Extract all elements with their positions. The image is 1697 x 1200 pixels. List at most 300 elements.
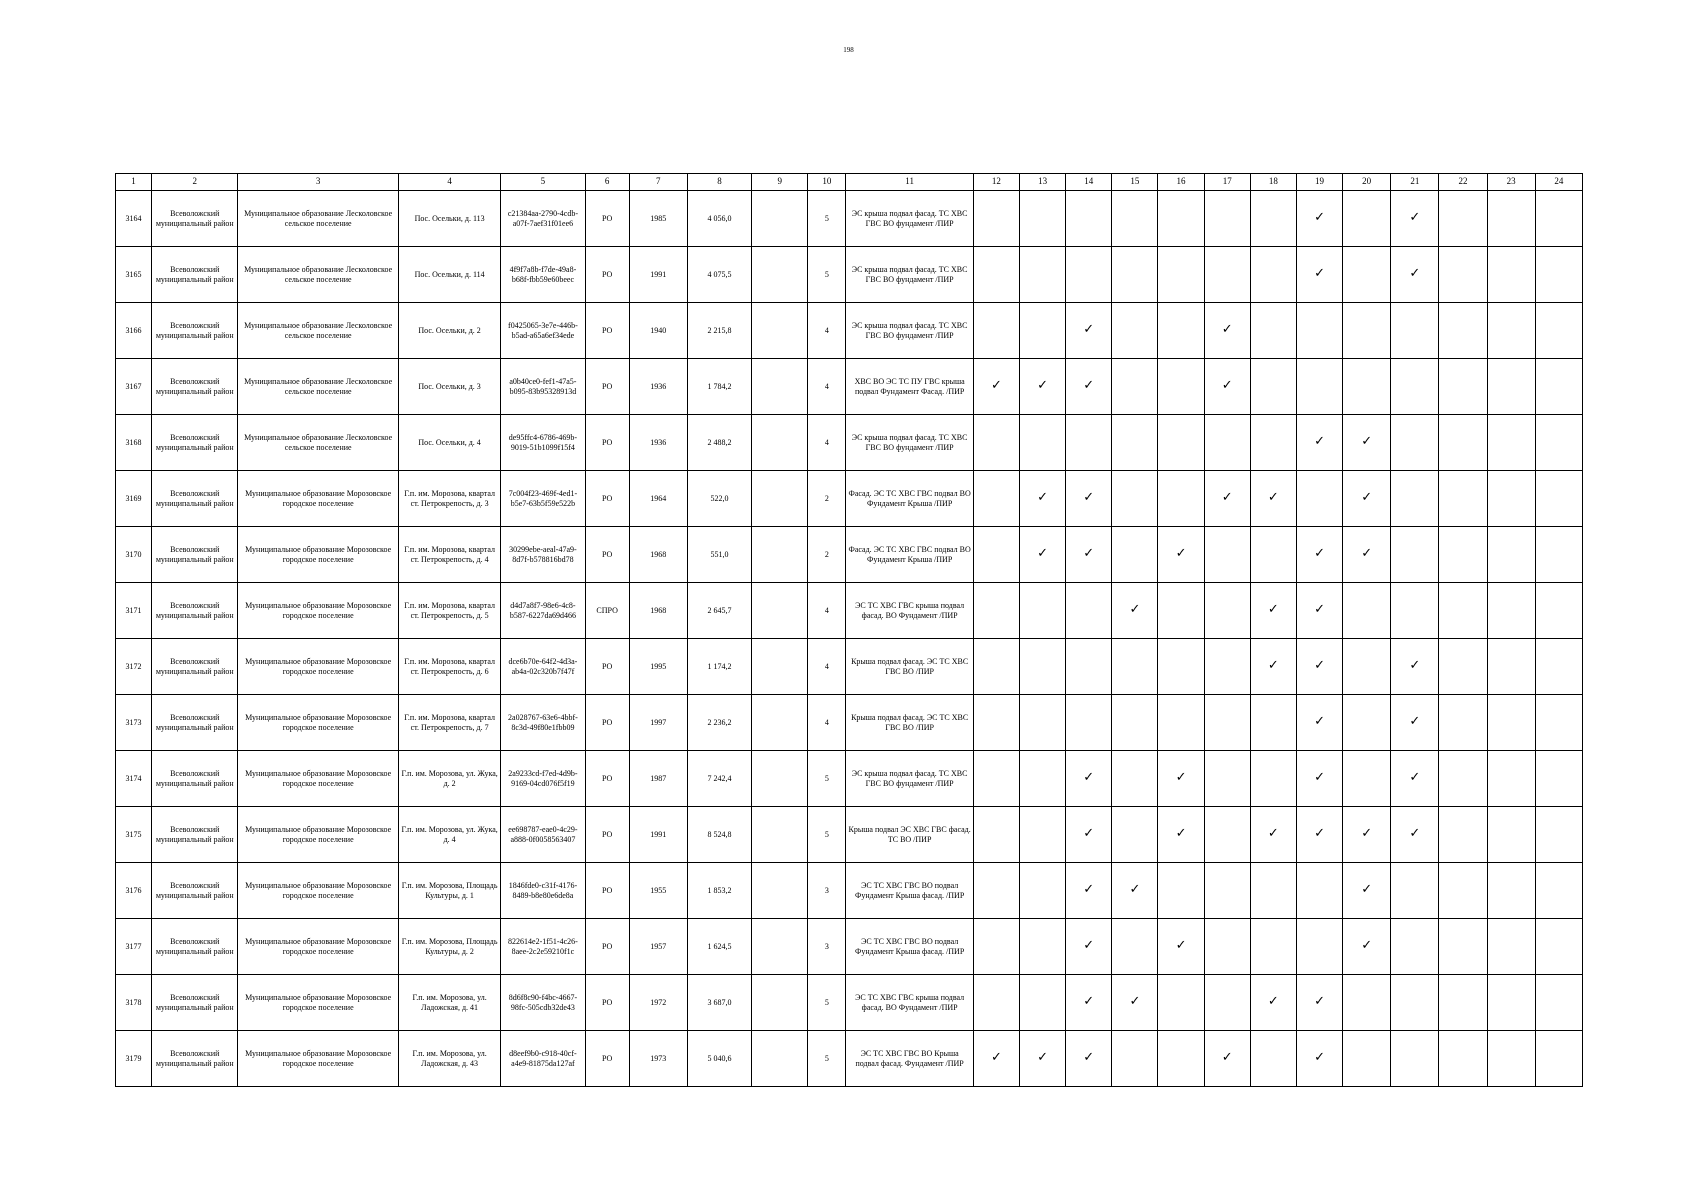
check-cell-col-23: [1487, 863, 1535, 919]
check-cell-col-22: [1439, 751, 1487, 807]
check-cell-col-17: [1204, 919, 1250, 975]
check-cell-col-16: [1158, 807, 1204, 863]
area-cell: 5 040,6: [687, 1031, 751, 1087]
check-cell-col-24: [1535, 639, 1582, 695]
check-cell-col-15: [1112, 191, 1158, 247]
column-header-22: 22: [1439, 174, 1487, 191]
check-cell-col-23: [1487, 751, 1535, 807]
address-cell: Г.п. им. Морозова, ул. Жука, д. 4: [398, 807, 500, 863]
check-cell-col-15: [1112, 1031, 1158, 1087]
address-cell: Пос. Осельки, д. 2: [398, 303, 500, 359]
column-9-cell: [752, 639, 808, 695]
floors-cell: 5: [808, 191, 846, 247]
column-header-6: 6: [585, 174, 629, 191]
municipality-cell: Муниципальное образование Лесколовское сельское поселение: [238, 191, 399, 247]
guid-cell: ee698787-eae0-4c29-a888-0f0058563407: [501, 807, 585, 863]
check-cell-col-18: [1250, 751, 1296, 807]
check-cell-col-24: [1535, 471, 1582, 527]
check-cell-col-19: [1296, 639, 1342, 695]
check-cell-col-22: [1439, 415, 1487, 471]
check-cell-col-13: [1020, 191, 1066, 247]
year-cell: 1968: [629, 583, 687, 639]
check-cell-col-16: [1158, 415, 1204, 471]
check-cell-col-22: [1439, 975, 1487, 1031]
district-cell: Всеволожский муниципальный район: [152, 303, 238, 359]
check-cell-col-15: [1112, 359, 1158, 415]
district-cell: Всеволожский муниципальный район: [152, 919, 238, 975]
check-cell-col-16: [1158, 919, 1204, 975]
check-mark-icon: ✓: [1083, 378, 1095, 394]
check-cell-col-20: [1343, 471, 1391, 527]
check-cell-col-18: [1250, 415, 1296, 471]
column-header-10: 10: [808, 174, 846, 191]
guid-cell: d8eef9b0-c918-40cf-a4e9-81875da127af: [501, 1031, 585, 1087]
municipality-cell: Муниципальное образование Лесколовское сельское поселение: [238, 303, 399, 359]
check-cell-col-13: [1020, 415, 1066, 471]
type-cell: РО: [585, 863, 629, 919]
check-mark-icon: ✓: [1409, 770, 1421, 786]
address-cell: Г.п. им. Морозова, ул. Ладожская, д. 41: [398, 975, 500, 1031]
municipality-cell: Муниципальное образование Морозовское городское поселение: [238, 751, 399, 807]
type-cell: СПРО: [585, 583, 629, 639]
check-cell-col-13: [1020, 583, 1066, 639]
check-cell-col-18: [1250, 527, 1296, 583]
check-cell-col-22: [1439, 919, 1487, 975]
check-cell-col-19: [1296, 191, 1342, 247]
check-cell-col-16: [1158, 751, 1204, 807]
works-cell: ЭС крыша подвал фасад. ТС ХВС ГВС ВО фундамент /ПИР: [846, 191, 973, 247]
check-mark-icon: ✓: [1409, 826, 1421, 842]
district-cell: Всеволожский муниципальный район: [152, 527, 238, 583]
check-cell-col-15: [1112, 415, 1158, 471]
check-mark-icon: ✓: [1083, 490, 1095, 506]
table-row: [116, 1031, 1583, 1087]
area-cell: 1 784,2: [687, 359, 751, 415]
works-cell: Крыша подвал фасад. ЭС ТС ХВС ГВС ВО /ПИР: [846, 639, 973, 695]
check-cell-col-23: [1487, 415, 1535, 471]
check-cell-col-21: [1391, 415, 1439, 471]
row-number: 3173: [116, 695, 152, 751]
column-9-cell: [752, 1031, 808, 1087]
check-cell-col-22: [1439, 863, 1487, 919]
check-cell-col-19: [1296, 471, 1342, 527]
type-cell: РО: [585, 1031, 629, 1087]
check-cell-col-18: [1250, 359, 1296, 415]
check-cell-col-14: [1066, 303, 1112, 359]
check-cell-col-14: [1066, 1031, 1112, 1087]
area-cell: 7 242,4: [687, 751, 751, 807]
floors-cell: 5: [808, 1031, 846, 1087]
check-mark-icon: ✓: [1129, 602, 1141, 618]
check-cell-col-17: [1204, 695, 1250, 751]
check-cell-col-14: [1066, 359, 1112, 415]
type-cell: РО: [585, 303, 629, 359]
check-cell-col-18: [1250, 863, 1296, 919]
check-cell-col-18: [1250, 471, 1296, 527]
check-cell-col-22: [1439, 807, 1487, 863]
floors-cell: 5: [808, 751, 846, 807]
table-row: [116, 191, 1583, 247]
floors-cell: 2: [808, 471, 846, 527]
check-cell-col-12: [973, 527, 1019, 583]
floors-cell: 4: [808, 415, 846, 471]
check-cell-col-21: [1391, 359, 1439, 415]
column-9-cell: [752, 359, 808, 415]
check-mark-icon: ✓: [1175, 826, 1187, 842]
check-cell-col-16: [1158, 583, 1204, 639]
check-cell-col-17: [1204, 303, 1250, 359]
check-cell-col-20: [1343, 695, 1391, 751]
address-cell: Г.п. им. Морозова, квартал ст. Петрокрепость, д. 5: [398, 583, 500, 639]
check-cell-col-12: [973, 471, 1019, 527]
check-cell-col-17: [1204, 247, 1250, 303]
guid-cell: 1846fde0-c31f-4176-8489-b8e80e6de8a: [501, 863, 585, 919]
municipality-cell: Муниципальное образование Морозовское городское поселение: [238, 863, 399, 919]
header-row: [116, 174, 1583, 191]
address-cell: Пос. Осельки, д. 114: [398, 247, 500, 303]
municipality-cell: Муниципальное образование Морозовское городское поселение: [238, 471, 399, 527]
table-row: [116, 639, 1583, 695]
check-cell-col-20: [1343, 303, 1391, 359]
check-mark-icon: ✓: [1409, 714, 1421, 730]
year-cell: 1987: [629, 751, 687, 807]
check-cell-col-14: [1066, 975, 1112, 1031]
district-cell: Всеволожский муниципальный район: [152, 639, 238, 695]
check-cell-col-14: [1066, 695, 1112, 751]
district-cell: Всеволожский муниципальный район: [152, 751, 238, 807]
check-cell-col-12: [973, 639, 1019, 695]
check-mark-icon: ✓: [1221, 378, 1233, 394]
check-mark-icon: ✓: [1314, 658, 1325, 674]
check-mark-icon: ✓: [1221, 322, 1233, 338]
check-cell-col-17: [1204, 415, 1250, 471]
floors-cell: 5: [808, 247, 846, 303]
check-cell-col-20: [1343, 527, 1391, 583]
check-cell-col-13: [1020, 751, 1066, 807]
column-9-cell: [752, 471, 808, 527]
district-cell: Всеволожский муниципальный район: [152, 975, 238, 1031]
check-cell-col-12: [973, 415, 1019, 471]
address-cell: Г.п. им. Морозова, квартал ст. Петрокрепость, д. 7: [398, 695, 500, 751]
year-cell: 1957: [629, 919, 687, 975]
check-cell-col-24: [1535, 359, 1582, 415]
check-cell-col-20: [1343, 1031, 1391, 1087]
guid-cell: 30299ebe-aeal-47a9-8d7f-b578816bd78: [501, 527, 585, 583]
guid-cell: 4f9f7a8b-f7de-49a8-b68f-fbb59e60beec: [501, 247, 585, 303]
check-cell-col-14: [1066, 527, 1112, 583]
check-cell-col-22: [1439, 527, 1487, 583]
check-cell-col-22: [1439, 639, 1487, 695]
check-cell-col-19: [1296, 527, 1342, 583]
check-mark-icon: ✓: [1314, 770, 1325, 786]
check-cell-col-16: [1158, 247, 1204, 303]
column-header-15: 15: [1112, 174, 1158, 191]
table-row: [116, 975, 1583, 1031]
check-mark-icon: ✓: [1083, 322, 1095, 338]
check-cell-col-23: [1487, 583, 1535, 639]
check-mark-icon: ✓: [1037, 378, 1049, 394]
floors-cell: 3: [808, 863, 846, 919]
check-cell-col-18: [1250, 583, 1296, 639]
check-cell-col-20: [1343, 191, 1391, 247]
check-cell-col-13: [1020, 303, 1066, 359]
check-cell-col-17: [1204, 975, 1250, 1031]
check-cell-col-23: [1487, 1031, 1535, 1087]
address-cell: Г.п. им. Морозова, ул. Ладожская, д. 43: [398, 1031, 500, 1087]
district-cell: Всеволожский муниципальный район: [152, 191, 238, 247]
type-cell: РО: [585, 359, 629, 415]
check-cell-col-19: [1296, 807, 1342, 863]
check-mark-icon: ✓: [1314, 546, 1325, 562]
column-9-cell: [752, 919, 808, 975]
guid-cell: 2a028767-63e6-4bbf-8c3d-49f80e1fbb09: [501, 695, 585, 751]
check-mark-icon: ✓: [1314, 602, 1325, 618]
works-cell: ЭС крыша подвал фасад. ТС ХВС ГВС ВО фундамент /ПИР: [846, 751, 973, 807]
municipality-cell: Муниципальное образование Морозовское городское поселение: [238, 583, 399, 639]
check-cell-col-21: [1391, 751, 1439, 807]
check-cell-col-22: [1439, 303, 1487, 359]
year-cell: 1985: [629, 191, 687, 247]
check-cell-col-14: [1066, 415, 1112, 471]
check-cell-col-18: [1250, 191, 1296, 247]
column-header-13: 13: [1020, 174, 1066, 191]
check-cell-col-14: [1066, 583, 1112, 639]
area-cell: 2 236,2: [687, 695, 751, 751]
check-mark-icon: ✓: [1083, 938, 1095, 954]
check-cell-col-17: [1204, 471, 1250, 527]
floors-cell: 4: [808, 359, 846, 415]
table-row: [116, 863, 1583, 919]
floors-cell: 5: [808, 975, 846, 1031]
address-cell: Г.п. им. Морозова, Площадь Культуры, д. 1: [398, 863, 500, 919]
area-cell: 522,0: [687, 471, 751, 527]
check-cell-col-23: [1487, 919, 1535, 975]
check-cell-col-21: [1391, 919, 1439, 975]
district-cell: Всеволожский муниципальный район: [152, 695, 238, 751]
check-cell-col-19: [1296, 863, 1342, 919]
column-header-4: 4: [398, 174, 500, 191]
check-cell-col-21: [1391, 191, 1439, 247]
column-header-11: 11: [846, 174, 973, 191]
check-cell-col-24: [1535, 695, 1582, 751]
type-cell: РО: [585, 191, 629, 247]
check-mark-icon: ✓: [1083, 826, 1095, 842]
check-cell-col-14: [1066, 919, 1112, 975]
check-cell-col-20: [1343, 807, 1391, 863]
district-cell: Всеволожский муниципальный район: [152, 1031, 238, 1087]
check-cell-col-17: [1204, 583, 1250, 639]
check-mark-icon: ✓: [990, 1050, 1002, 1066]
municipality-cell: Муниципальное образование Морозовское городское поселение: [238, 639, 399, 695]
guid-cell: 822614e2-1f51-4c26-8aee-2c2e59210f1c: [501, 919, 585, 975]
check-cell-col-16: [1158, 863, 1204, 919]
check-cell-col-22: [1439, 191, 1487, 247]
row-number: 3176: [116, 863, 152, 919]
works-cell: ЭС крыша подвал фасад. ТС ХВС ГВС ВО фундамент /ПИР: [846, 415, 973, 471]
check-cell-col-17: [1204, 527, 1250, 583]
check-cell-col-21: [1391, 303, 1439, 359]
check-cell-col-19: [1296, 415, 1342, 471]
year-cell: 1955: [629, 863, 687, 919]
check-cell-col-20: [1343, 247, 1391, 303]
check-mark-icon: ✓: [1267, 826, 1279, 842]
check-cell-col-12: [973, 695, 1019, 751]
works-cell: ЭС крыша подвал фасад. ТС ХВС ГВС ВО фундамент /ПИР: [846, 247, 973, 303]
check-cell-col-15: [1112, 639, 1158, 695]
row-number: 3177: [116, 919, 152, 975]
check-cell-col-24: [1535, 863, 1582, 919]
table-row: [116, 415, 1583, 471]
type-cell: РО: [585, 919, 629, 975]
column-9-cell: [752, 415, 808, 471]
type-cell: РО: [585, 247, 629, 303]
check-cell-col-19: [1296, 1031, 1342, 1087]
check-cell-col-12: [973, 303, 1019, 359]
column-header-24: 24: [1535, 174, 1582, 191]
check-cell-col-13: [1020, 975, 1066, 1031]
check-cell-col-16: [1158, 359, 1204, 415]
row-number: 3171: [116, 583, 152, 639]
check-cell-col-22: [1439, 471, 1487, 527]
municipality-cell: Муниципальное образование Лесколовское сельское поселение: [238, 247, 399, 303]
column-header-23: 23: [1487, 174, 1535, 191]
guid-cell: de95ffc4-6786-469b-9019-51b1099f15f4: [501, 415, 585, 471]
column-header-21: 21: [1391, 174, 1439, 191]
year-cell: 1968: [629, 527, 687, 583]
row-number: 3165: [116, 247, 152, 303]
column-header-2: 2: [152, 174, 238, 191]
check-mark-icon: ✓: [1083, 882, 1095, 898]
check-cell-col-23: [1487, 975, 1535, 1031]
works-cell: ЭС ТС ХВС ГВС ВО подвал Фундамент Крыша фасад. /ПИР: [846, 863, 973, 919]
check-cell-col-20: [1343, 415, 1391, 471]
check-cell-col-24: [1535, 919, 1582, 975]
row-number: 3178: [116, 975, 152, 1031]
check-mark-icon: ✓: [1314, 714, 1325, 730]
table-row: [116, 751, 1583, 807]
check-cell-col-21: [1391, 527, 1439, 583]
table-row: [116, 695, 1583, 751]
check-cell-col-16: [1158, 191, 1204, 247]
year-cell: 1995: [629, 639, 687, 695]
check-cell-col-21: [1391, 1031, 1439, 1087]
check-cell-col-12: [973, 975, 1019, 1031]
column-header-20: 20: [1343, 174, 1391, 191]
column-9-cell: [752, 863, 808, 919]
check-mark-icon: ✓: [1361, 826, 1373, 842]
works-cell: Крыша подвал ЭС ХВС ГВС фасад. ТС ВО /ПИР: [846, 807, 973, 863]
column-header-18: 18: [1250, 174, 1296, 191]
column-header-8: 8: [687, 174, 751, 191]
check-cell-col-16: [1158, 527, 1204, 583]
area-cell: 2 215,8: [687, 303, 751, 359]
year-cell: 1997: [629, 695, 687, 751]
row-number: 3169: [116, 471, 152, 527]
check-cell-col-24: [1535, 807, 1582, 863]
address-cell: Пос. Осельки, д. 4: [398, 415, 500, 471]
column-9-cell: [752, 751, 808, 807]
check-cell-col-16: [1158, 1031, 1204, 1087]
column-9-cell: [752, 191, 808, 247]
check-cell-col-21: [1391, 639, 1439, 695]
column-header-9: 9: [752, 174, 808, 191]
check-cell-col-13: [1020, 471, 1066, 527]
check-cell-col-16: [1158, 471, 1204, 527]
check-cell-col-23: [1487, 695, 1535, 751]
check-cell-col-24: [1535, 415, 1582, 471]
check-cell-col-12: [973, 807, 1019, 863]
column-header-7: 7: [629, 174, 687, 191]
check-cell-col-17: [1204, 191, 1250, 247]
column-header-5: 5: [501, 174, 585, 191]
check-cell-col-15: [1112, 863, 1158, 919]
municipality-cell: Муниципальное образование Морозовское городское поселение: [238, 527, 399, 583]
year-cell: 1972: [629, 975, 687, 1031]
check-cell-col-23: [1487, 247, 1535, 303]
column-9-cell: [752, 247, 808, 303]
area-cell: 4 075,5: [687, 247, 751, 303]
column-9-cell: [752, 583, 808, 639]
type-cell: РО: [585, 415, 629, 471]
floors-cell: 5: [808, 807, 846, 863]
check-cell-col-15: [1112, 695, 1158, 751]
district-cell: Всеволожский муниципальный район: [152, 247, 238, 303]
floors-cell: 4: [808, 303, 846, 359]
year-cell: 1973: [629, 1031, 687, 1087]
district-cell: Всеволожский муниципальный район: [152, 583, 238, 639]
check-mark-icon: ✓: [1175, 546, 1187, 562]
table-row: [116, 807, 1583, 863]
row-number: 3172: [116, 639, 152, 695]
check-cell-col-24: [1535, 751, 1582, 807]
check-cell-col-15: [1112, 919, 1158, 975]
area-cell: 2 488,2: [687, 415, 751, 471]
check-cell-col-12: [973, 1031, 1019, 1087]
year-cell: 1940: [629, 303, 687, 359]
check-cell-col-24: [1535, 527, 1582, 583]
check-cell-col-21: [1391, 975, 1439, 1031]
check-mark-icon: ✓: [1129, 994, 1141, 1010]
check-cell-col-23: [1487, 191, 1535, 247]
check-cell-col-15: [1112, 303, 1158, 359]
area-cell: 1 174,2: [687, 639, 751, 695]
area-cell: 8 524,8: [687, 807, 751, 863]
check-cell-col-15: [1112, 751, 1158, 807]
check-cell-col-24: [1535, 583, 1582, 639]
check-mark-icon: ✓: [1314, 994, 1325, 1010]
check-cell-col-12: [973, 863, 1019, 919]
address-cell: Пос. Осельки, д. 3: [398, 359, 500, 415]
check-mark-icon: ✓: [1361, 938, 1373, 954]
floors-cell: 2: [808, 527, 846, 583]
column-9-cell: [752, 303, 808, 359]
check-cell-col-19: [1296, 919, 1342, 975]
check-cell-col-24: [1535, 247, 1582, 303]
check-cell-col-13: [1020, 527, 1066, 583]
check-cell-col-15: [1112, 583, 1158, 639]
check-cell-col-13: [1020, 807, 1066, 863]
column-header-12: 12: [973, 174, 1019, 191]
check-mark-icon: ✓: [1083, 770, 1095, 786]
type-cell: РО: [585, 975, 629, 1031]
year-cell: 1936: [629, 359, 687, 415]
address-cell: Пос. Осельки, д. 113: [398, 191, 500, 247]
check-cell-col-16: [1158, 975, 1204, 1031]
guid-cell: 2a9233cd-f7ed-4d9b-9169-04cd076f5f19: [501, 751, 585, 807]
address-cell: Г.п. им. Морозова, Площадь Культуры, д. 2: [398, 919, 500, 975]
table-row: [116, 583, 1583, 639]
table-row: [116, 303, 1583, 359]
